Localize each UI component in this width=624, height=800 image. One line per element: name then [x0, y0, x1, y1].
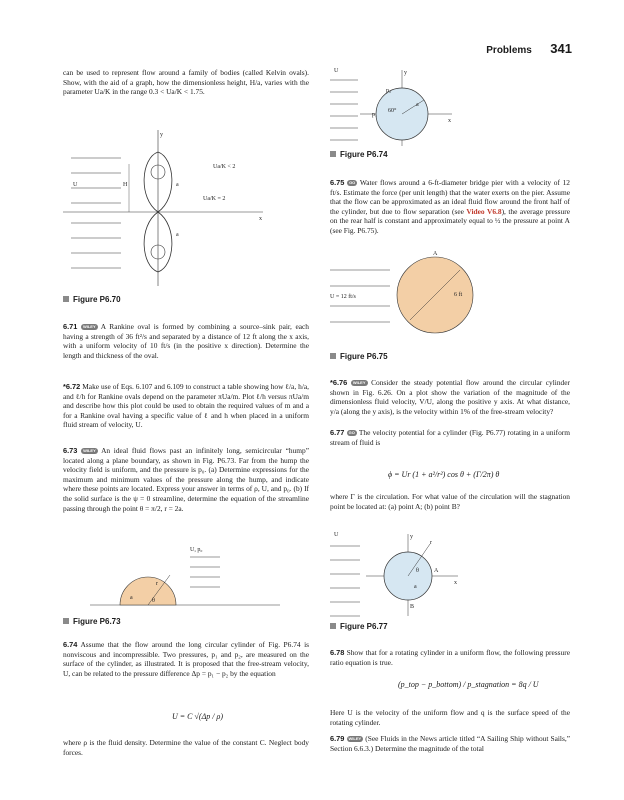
- theta-label: θ: [416, 568, 419, 574]
- a-label: a: [416, 102, 419, 108]
- flow-arrows: [190, 557, 220, 587]
- video-link[interactable]: Video V6.8: [466, 206, 502, 216]
- p1-label: p₁: [372, 112, 378, 118]
- a-label: a: [130, 595, 133, 601]
- figure-p6-70: [63, 128, 313, 290]
- intro-paragraph: can be used to represent flow around a family of bodies (called Kelvin ovals). Show, with the aid of a graph, how the dimensionless height, H/a, varies with the parameter Ua/K in the range 0.3 < Ua/K < 1.75.: [63, 68, 309, 97]
- problem-6-73: 6.73 WILEY An ideal fluid flows past an infinitely long, semicircular “hump” located along a plane boundary, as shown in Fig. P6.73. Far from the hump the velocity field is uniform, and the pressure is p₀. (a) Determine expressions for the maximum and minimum values of the pressure along the hump, and indicate where these points are located. Express your answer in terms of ρ, U, and p₀. (b) If the solid surface is the ψ = 0 streamline, determine the equation of the streamline passing through the point θ = π/2, r = 2a.: [63, 446, 309, 513]
- hump: [120, 577, 176, 605]
- caption-p6-74: Figure P6.74: [330, 150, 388, 159]
- a-label-upper: a: [176, 182, 179, 188]
- figure-p6-73: [90, 545, 280, 615]
- equation-6-77: ϕ = Ur (1 + a²/r²) cos θ + (Γ/2π) θ: [388, 470, 500, 479]
- axis-x-label: x: [259, 216, 262, 222]
- point-a-label: A: [434, 568, 439, 574]
- p2-label: p₂: [386, 88, 392, 94]
- section-title: Problems: [486, 45, 532, 56]
- axis-x-label: x: [454, 580, 457, 586]
- problem-6-71: 6.71 WILEY A Rankine oval is formed by combining a source–sink pair, each having a strength of 36 ft²/s and separated by a distance of 12 ft along the x axis, with a uniform velocity of 10 ft/s (in the positive x direction). Determine the length and thickness of the oval.: [63, 322, 309, 360]
- problem-6-74-end: where ρ is the fluid density. Determine the value of the constant C. Neglect body forces.: [63, 738, 309, 757]
- problem-6-79: 6.79 WILEY (See Fluids in the News article titled “A Sailing Ship without Sails,” Section 6.6.3.) Determine the magnitude of the total: [330, 734, 570, 753]
- problem-6-78: 6.78 Show that for a rotating cylinder in a uniform flow, the following pressure ratio equation is true.: [330, 648, 570, 667]
- r-label: r: [430, 540, 432, 546]
- page-header: [486, 40, 572, 58]
- equation-6-74: U = C √(Δp / ρ): [172, 712, 223, 721]
- ua-k-label-1: Ua/K < 2: [213, 164, 236, 170]
- u-label: U: [334, 532, 339, 538]
- equation-6-78: (p_top − p_bottom) / p_stagnation = 8q / U: [398, 680, 539, 689]
- r-label: r: [156, 581, 158, 587]
- axis-y-label: y: [160, 132, 163, 138]
- caption-p6-77: Figure P6.77: [330, 622, 388, 631]
- u-p0-label: U, p₀: [190, 547, 203, 553]
- figure-p6-75: [330, 250, 530, 340]
- ua-k-label-2: Ua/K = 2: [203, 196, 226, 202]
- problem-6-77-end: where Γ is the circulation. For what value of the circulation will the stagnation point be located at: (a) point A; (b) point B?: [330, 492, 570, 511]
- problem-6-75: 6.75 GO Water flows around a 6-ft-diameter bridge pier with a velocity of 12 ft/s. Estimate the force (per unit length) that the water exerts on the pier. Assume that the flow can be approximated as an ideal fluid flow around the front half of the cylinder, but due to flow separation (see Video V6.8), the average pressure on the rear half is constant and approximately equal to ½ the pressure at point A (see Fig. P6.75).: [330, 178, 570, 235]
- problem-6-78-end: Here U is the velocity of the uniform flow and q is the surface speed of the rotating cylinder.: [330, 708, 570, 727]
- a-label-lower: a: [176, 232, 179, 238]
- figure-p6-77: [330, 530, 470, 620]
- flow-arrows: [330, 546, 360, 616]
- problem-6-77: 6.77 GO The velocity potential for a cylinder (Fig. P6.77) rotating in a uniform stream of fluid is: [330, 428, 570, 447]
- angle-label: 60°: [388, 108, 397, 114]
- u-label: U: [73, 182, 78, 188]
- h-label: H: [123, 182, 128, 188]
- u-label: U = 12 ft/s: [330, 294, 356, 300]
- axis-y-label: y: [410, 534, 413, 540]
- caption-p6-75: Figure P6.75: [330, 352, 388, 361]
- a-label: a: [414, 584, 417, 590]
- theta-label: θ: [152, 598, 155, 604]
- problem-6-76: *6.76 WILEY Consider the steady potential flow around the circular cylinder shown in Fig. 6.26. On a plot show the variation of the magnitude of the dimensionless fluid velocity, V/U, along the positive y axis. At what distance, y/a (along the y axis), is the velocity within 1% of the free-stream velocity?: [330, 378, 570, 416]
- axis-y-label: y: [404, 70, 407, 76]
- axis-x-label: x: [448, 118, 451, 124]
- point-b-label: B: [410, 604, 415, 610]
- point-a-label: A: [433, 251, 438, 257]
- figure-p6-74: [330, 66, 460, 148]
- flow-arrows: [330, 80, 358, 140]
- caption-p6-70: Figure P6.70: [63, 295, 121, 304]
- caption-p6-73: Figure P6.73: [63, 617, 121, 626]
- diameter-label: 6 ft: [454, 292, 463, 298]
- u-label: U: [334, 68, 339, 74]
- page-number: 341: [550, 41, 572, 56]
- problem-6-74: 6.74 Assume that the flow around the long circular cylinder of Fig. P6.74 is nonviscous and incompressible. Two pressures, p₁ and p₂, are measured on the surface of the cylinder, as illustrated. It is proposed that the free-stream velocity, U, can be related to the pressure difference Δp = p₁ − p₂ by the equation: [63, 640, 309, 678]
- problem-6-72: *6.72 Make use of Eqs. 6.107 and 6.109 to construct a table showing how ℓ/a, h/a, and ℓ/h for Rankine ovals depend on the parameter πUa/m. Plot ℓ/h versus πUa/m and describe how this plot could be used to obtain the required values of m and a for a Rankine oval having a specific value of ℓ and h when placed in a uniform fluid stream of velocity, U.: [63, 382, 310, 430]
- flow-arrows: [71, 158, 121, 268]
